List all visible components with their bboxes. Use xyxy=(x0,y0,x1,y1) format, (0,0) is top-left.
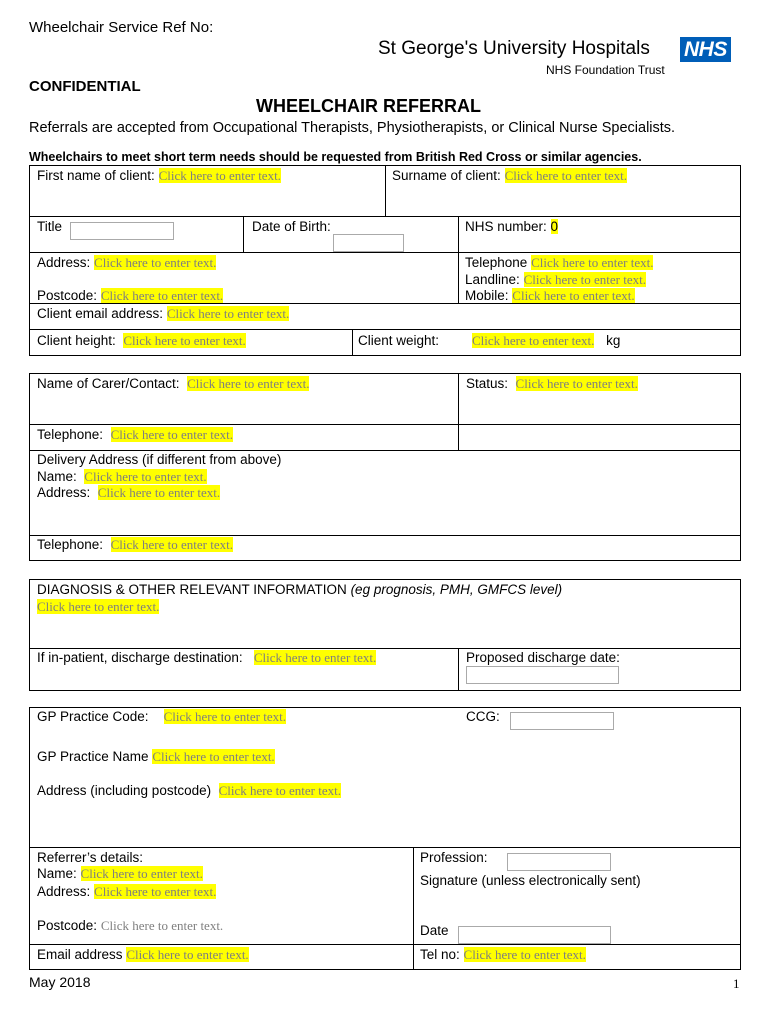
carer-name-row xyxy=(37,376,309,392)
carer-telephone-label: Telephone: xyxy=(37,427,104,442)
status-row xyxy=(466,376,638,392)
gp-name-row xyxy=(37,749,275,765)
gp-code-input[interactable]: Click here to enter text. xyxy=(163,709,286,724)
weight-row xyxy=(472,333,620,349)
discharge-label: If in-patient, discharge destination: xyxy=(37,650,243,665)
surname-input[interactable]: Click here to enter text. xyxy=(504,168,627,183)
gp-code-row xyxy=(37,709,286,725)
referrer-name-row xyxy=(37,866,203,882)
delivery-address-field-label: Address: xyxy=(37,485,91,500)
discharge-input[interactable]: Click here to enter text. xyxy=(253,650,377,665)
telephone-label: Telephone xyxy=(465,255,528,270)
client-email-input[interactable]: Click here to enter text. xyxy=(166,306,290,321)
confidential-label: CONFIDENTIAL xyxy=(29,78,141,95)
gp-address-row xyxy=(37,783,341,799)
referrer-email-label: Email address xyxy=(37,947,123,962)
gp-name-label: GP Practice Name xyxy=(37,749,149,764)
referrer-address-row xyxy=(37,884,216,900)
date-label: Date xyxy=(420,923,449,938)
postcode-input[interactable]: Click here to enter text. xyxy=(100,288,224,303)
address-input[interactable]: Click here to enter text. xyxy=(94,255,217,270)
status-input[interactable]: Click here to enter text. xyxy=(515,376,638,391)
diagnosis-input[interactable]: Click here to enter text. xyxy=(37,599,160,614)
proposed-discharge-input[interactable] xyxy=(466,666,619,684)
trust-name: NHS Foundation Trust xyxy=(546,63,665,77)
dob-input[interactable] xyxy=(333,234,404,252)
status-label: Status: xyxy=(466,376,509,391)
gp-address-input[interactable]: Click here to enter text. xyxy=(218,783,341,798)
telephone-input[interactable]: Click here to enter text. xyxy=(531,255,654,270)
weight-unit: kg xyxy=(606,333,621,348)
referrer-details-label: Referrer’s details: xyxy=(37,850,144,865)
tel-row xyxy=(420,947,586,963)
mobile-row xyxy=(465,288,635,304)
landline-row xyxy=(465,272,646,288)
nhs-label: NHS number: xyxy=(465,219,547,234)
weight-label: Client weight: xyxy=(358,333,440,348)
address-label: Address: xyxy=(37,255,91,270)
referrer-address-input[interactable]: Click here to enter text. xyxy=(94,884,217,899)
delivery-address-label: Delivery Address (if different from above) xyxy=(37,452,282,467)
height-row xyxy=(37,333,246,349)
landline-input[interactable]: Click here to enter text. xyxy=(523,272,646,287)
signature-label: Signature (unless electronically sent) xyxy=(420,873,641,888)
referrer-email-input[interactable]: Click here to enter text. xyxy=(126,947,249,962)
page-title: WHEELCHAIR REFERRAL xyxy=(256,96,481,116)
mobile-input[interactable]: Click here to enter text. xyxy=(512,288,635,303)
carer-telephone-row xyxy=(37,427,233,443)
postcode-row xyxy=(37,288,223,304)
gp-address-label: Address (including postcode) xyxy=(37,783,212,798)
telephone-row xyxy=(465,255,653,271)
referrer-postcode-label: Postcode: xyxy=(37,918,98,933)
first-name-row xyxy=(37,168,281,184)
nhs-row xyxy=(465,219,558,234)
intro-text: Referrals are accepted from Occupational Therapists, Physiotherapists, or Clinical Nurse Specialists. xyxy=(29,120,676,136)
tel-label: Tel no: xyxy=(420,947,460,962)
service-ref-label: Wheelchair Service Ref No: xyxy=(29,19,214,36)
ccg-input[interactable] xyxy=(510,712,614,730)
surname-row xyxy=(392,168,627,184)
title-label: Title xyxy=(37,219,63,234)
referrer-name-label: Name: xyxy=(37,866,77,881)
first-name-input[interactable]: Click here to enter text. xyxy=(158,168,281,183)
postcode-label: Postcode: xyxy=(37,288,98,303)
discharge-row xyxy=(37,650,376,666)
height-input[interactable]: Click here to enter text. xyxy=(123,333,246,348)
dob-label: Date of Birth: xyxy=(252,219,331,234)
delivery-telephone-row xyxy=(37,537,233,553)
diagnosis-row xyxy=(37,599,159,615)
tel-input[interactable]: Click here to enter text. xyxy=(463,947,586,962)
gp-code-label: GP Practice Code: xyxy=(37,709,149,724)
proposed-discharge-label: Proposed discharge date: xyxy=(466,650,620,665)
delivery-telephone-label: Telephone: xyxy=(37,537,104,552)
nhs-logo: NHS xyxy=(680,37,731,62)
diagnosis-heading xyxy=(37,582,562,597)
page-number: 1 xyxy=(733,976,740,991)
date-input[interactable] xyxy=(458,926,611,944)
address-row xyxy=(37,255,216,271)
carer-section xyxy=(29,373,741,561)
referrer-email-row xyxy=(37,947,249,963)
mobile-label: Mobile: xyxy=(465,288,509,303)
referrer-address-label: Address: xyxy=(37,884,91,899)
landline-label: Landline: xyxy=(465,272,520,287)
profession-input[interactable] xyxy=(507,853,611,871)
delivery-name-input[interactable]: Click here to enter text. xyxy=(84,469,207,484)
surname-label: Surname of client: xyxy=(392,168,501,183)
first-name-label: First name of client: xyxy=(37,168,155,183)
referrer-postcode-input[interactable]: Click here to enter text. xyxy=(100,918,224,933)
delivery-address-input[interactable]: Click here to enter text. xyxy=(97,485,221,500)
carer-name-label: Name of Carer/Contact: xyxy=(37,376,180,391)
diagnosis-label: DIAGNOSIS & OTHER RELEVANT INFORMATION xyxy=(37,582,347,597)
delivery-telephone-input[interactable]: Click here to enter text. xyxy=(110,537,233,552)
title-input[interactable] xyxy=(70,222,174,240)
carer-telephone-input[interactable]: Click here to enter text. xyxy=(110,427,233,442)
referrer-name-input[interactable]: Click here to enter text. xyxy=(80,866,203,881)
short-term-note: Wheelchairs to meet short term needs should be requested from British Red Cross or similar agencies. xyxy=(29,150,642,164)
weight-input[interactable]: Click here to enter text. xyxy=(472,333,595,348)
referrer-postcode-row xyxy=(37,918,223,934)
delivery-name-label: Name: xyxy=(37,469,77,484)
client-email-label: Client email address: xyxy=(37,306,164,321)
delivery-name-row xyxy=(37,469,207,485)
carer-name-input[interactable]: Click here to enter text. xyxy=(187,376,310,391)
height-label: Client height: xyxy=(37,333,116,348)
diagnosis-note: (eg prognosis, PMH, GMFCS level) xyxy=(350,582,563,597)
email-row xyxy=(37,306,289,322)
org-name: St George's University Hospitals xyxy=(378,38,650,59)
gp-name-input[interactable]: Click here to enter text. xyxy=(152,749,275,764)
profession-label: Profession: xyxy=(420,850,488,865)
ccg-label: CCG: xyxy=(466,709,500,724)
delivery-address-row xyxy=(37,485,220,501)
nhs-number-input[interactable]: 0 xyxy=(550,219,559,234)
footer-date: May 2018 xyxy=(29,974,91,990)
